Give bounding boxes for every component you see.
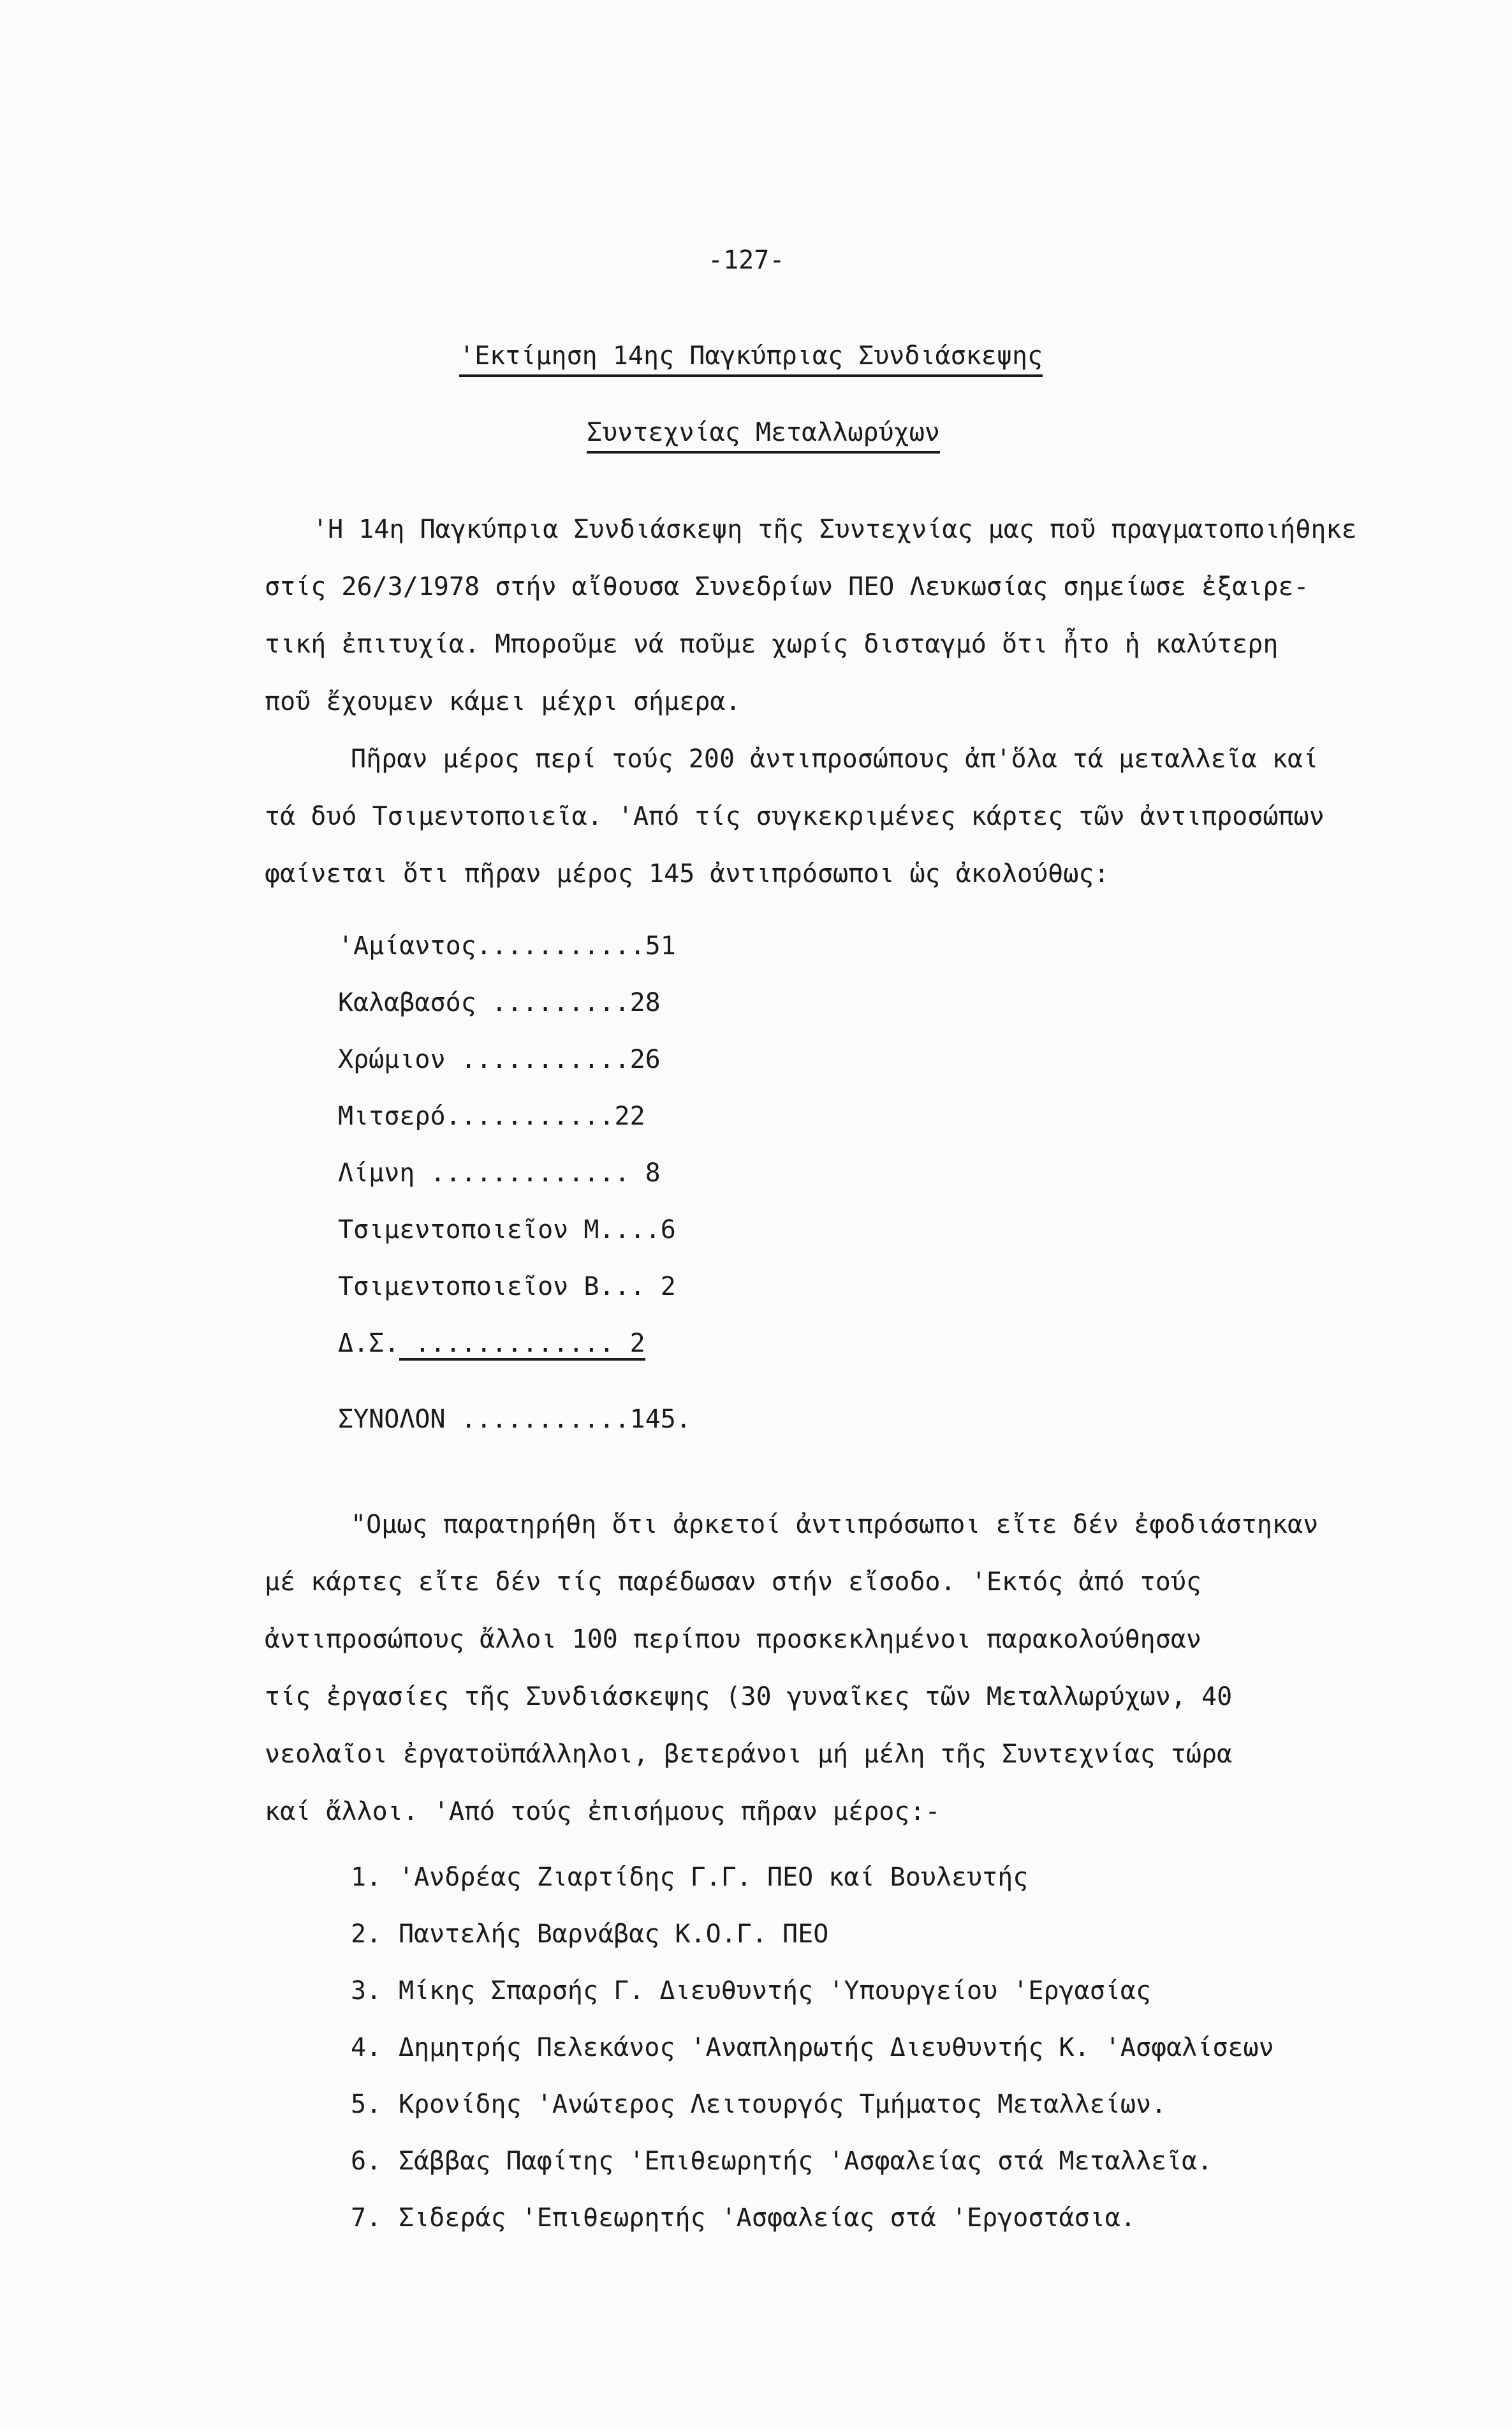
item-number: 2.: [351, 1919, 382, 1949]
paragraph-line: φαίνεται ὅτι πῆραν μέρος 145 ἀντιπρόσωποι ὡς ἀκολούθως:: [265, 859, 1110, 889]
official-text: Σάββας Παφίτης 'Επιθεωρητής 'Ασφαλείας στά Μεταλλεῖα.: [399, 2147, 1213, 2176]
delegate-count: 22: [614, 1102, 645, 1131]
delegate-count: 2: [629, 1329, 645, 1358]
list-item: [351, 2203, 1274, 2260]
paragraph-line: στίς 26/3/1978 στήν αἴθουσα Συνεδρίων ΠΕΟ Λευκωσίας σημείωσε ἐξαιρε-: [265, 572, 1309, 602]
official-text: Σιδεράς 'Επιθεωρητής 'Ασφαλείας στά 'Εργοστάσια.: [399, 2203, 1136, 2233]
paragraph-line: μέ κάρτες εἴτε δέν τίς παρέδωσαν στήν εἴσοδο. 'Εκτός ἀπό τούς: [265, 1567, 1202, 1597]
item-number: 4.: [351, 2033, 382, 2062]
official-text: Παντελής Βαρνάβας Κ.Ο.Γ. ΠΕΟ: [399, 1919, 829, 1949]
list-item: [338, 1329, 691, 1385]
paragraph-line: 'Η 14η Παγκύπρια Συνδιάσκεψη τῆς Συντεχνίας μας ποῦ πραγματοποιήθηκε: [312, 515, 1357, 544]
underlined-tail: [399, 1329, 645, 1361]
mine-name: Τσιμεντοποιεῖον Μ: [338, 1215, 599, 1245]
delegate-count: 6: [660, 1215, 676, 1245]
list-item: [338, 1045, 691, 1102]
item-number: 5.: [351, 2090, 382, 2119]
title-line-1: 'Εκτίμηση 14ης Παγκύπριας Συνδιάσκεψης: [459, 341, 1043, 377]
mine-name: 'Αμίαντος: [338, 931, 476, 961]
official-text: Κρονίδης 'Ανώτερος Λειτουργός Τμήματος Μεταλλείων.: [399, 2090, 1167, 2119]
leader-dots: ....: [599, 1215, 661, 1245]
title-line-2: Συντεχνίας Μεταλλωρύχων: [587, 418, 940, 454]
leader-dots: ...: [599, 1272, 661, 1301]
paragraph-line: ποῦ ἔχουμεν κάμει μέχρι σήμερα.: [265, 687, 741, 716]
list-item: [338, 931, 691, 988]
leader-dots: ...........: [445, 1102, 615, 1131]
list-item: [338, 1102, 691, 1158]
leader-dots: ...........: [445, 1405, 630, 1434]
delegate-count: 51: [645, 931, 676, 961]
list-item: [338, 1215, 691, 1272]
mine-name: Καλαβασός: [338, 988, 476, 1017]
leader-dots: ...........: [476, 931, 645, 961]
delegate-count: 28: [629, 988, 661, 1017]
delegates-list: [338, 931, 691, 1434]
mine-name: Τσιμεντοποιεῖον Β: [338, 1272, 599, 1301]
item-number: 7.: [351, 2203, 382, 2233]
leader-dots: .............: [399, 1329, 630, 1358]
leader-dots: .........: [476, 988, 630, 1017]
mine-name: Δ.Σ.: [338, 1329, 400, 1358]
list-item: [351, 2090, 1274, 2147]
paragraph-line: Πῆραν μέρος περί τούς 200 ἀντιπροσώπους ἀπ'ὅλα τά μεταλλεῖα καί: [351, 744, 1319, 774]
delegate-count: 8: [645, 1158, 661, 1188]
total-label: ΣΥΝΟΛΟΝ: [338, 1405, 446, 1434]
list-item: [338, 1158, 691, 1215]
list-item: [351, 1863, 1274, 1919]
paragraph-2: [265, 730, 1425, 903]
paragraph-1: [265, 501, 1425, 730]
paragraph-line: "Ομως παρατηρήθη ὅτι ἀρκετοί ἀντιπρόσωποι εἴτε δέν ἐφοδιάστηκαν: [351, 1510, 1319, 1539]
paragraph-line: τική ἐπιτυχία. Μποροῦμε νά ποῦμε χωρίς δισταγμό ὅτι ἦτο ἡ καλύτερη: [265, 630, 1279, 659]
mine-name: Χρώμιον: [338, 1045, 446, 1074]
list-item: [351, 1919, 1274, 1976]
leader-dots: .............: [415, 1158, 645, 1188]
official-text: Μίκης Σπαρσής Γ. Διευθυντής 'Υπουργείου 'Εργασίας: [399, 1976, 1152, 2006]
paragraph-line: καί ἄλλοι. 'Από τούς ἐπισήμους πῆραν μέρος:-: [265, 1797, 941, 1826]
official-text: 'Ανδρέας Ζιαρτίδης Γ.Γ. ΠΕΟ καί Βουλευτής: [399, 1863, 1029, 1892]
item-number: 3.: [351, 1976, 382, 2006]
delegate-count: 26: [629, 1045, 661, 1074]
mine-name: Λίμνη: [338, 1158, 415, 1188]
total-count: 145.: [629, 1405, 691, 1434]
leader-dots: ...........: [445, 1045, 630, 1074]
list-item: [351, 1976, 1274, 2033]
mine-name: Μιτσερό: [338, 1102, 446, 1131]
officials-list: [351, 1863, 1274, 2260]
item-number: 1.: [351, 1863, 382, 1892]
paragraph-line: ἀντιπροσώπους ἄλλοι 100 περίπου προσκεκλημένοι παρακολούθησαν: [265, 1625, 1202, 1654]
paragraph-line: νεολαῖοι ἐργατοϋπάλληλοι, βετεράνοι μή μέλη τῆς Συντεχνίας τώρα: [265, 1740, 1233, 1769]
delegate-count: 2: [660, 1272, 676, 1301]
list-item: [338, 988, 691, 1045]
official-text: Δημητρής Πελεκάνος 'Αναπληρωτής Διευθυντής Κ. 'Ασφαλίσεων: [399, 2033, 1274, 2062]
total-row: [338, 1405, 691, 1434]
paragraph-line: τίς ἐργασίες τῆς Συνδιάσκεψης (30 γυναῖκες τῶν Μεταλλωρύχων, 40: [265, 1682, 1233, 1711]
page-number: -127-: [708, 246, 785, 275]
paragraph-3: [265, 1496, 1425, 1840]
paragraph-line: τά δυό Τσιμεντοποιεῖα. 'Από τίς συγκεκριμένες κάρτες τῶν ἀντιπροσώπων: [265, 802, 1325, 831]
list-item: [351, 2033, 1274, 2090]
list-item: [351, 2147, 1274, 2203]
list-item: [338, 1272, 691, 1329]
item-number: 6.: [351, 2147, 382, 2176]
